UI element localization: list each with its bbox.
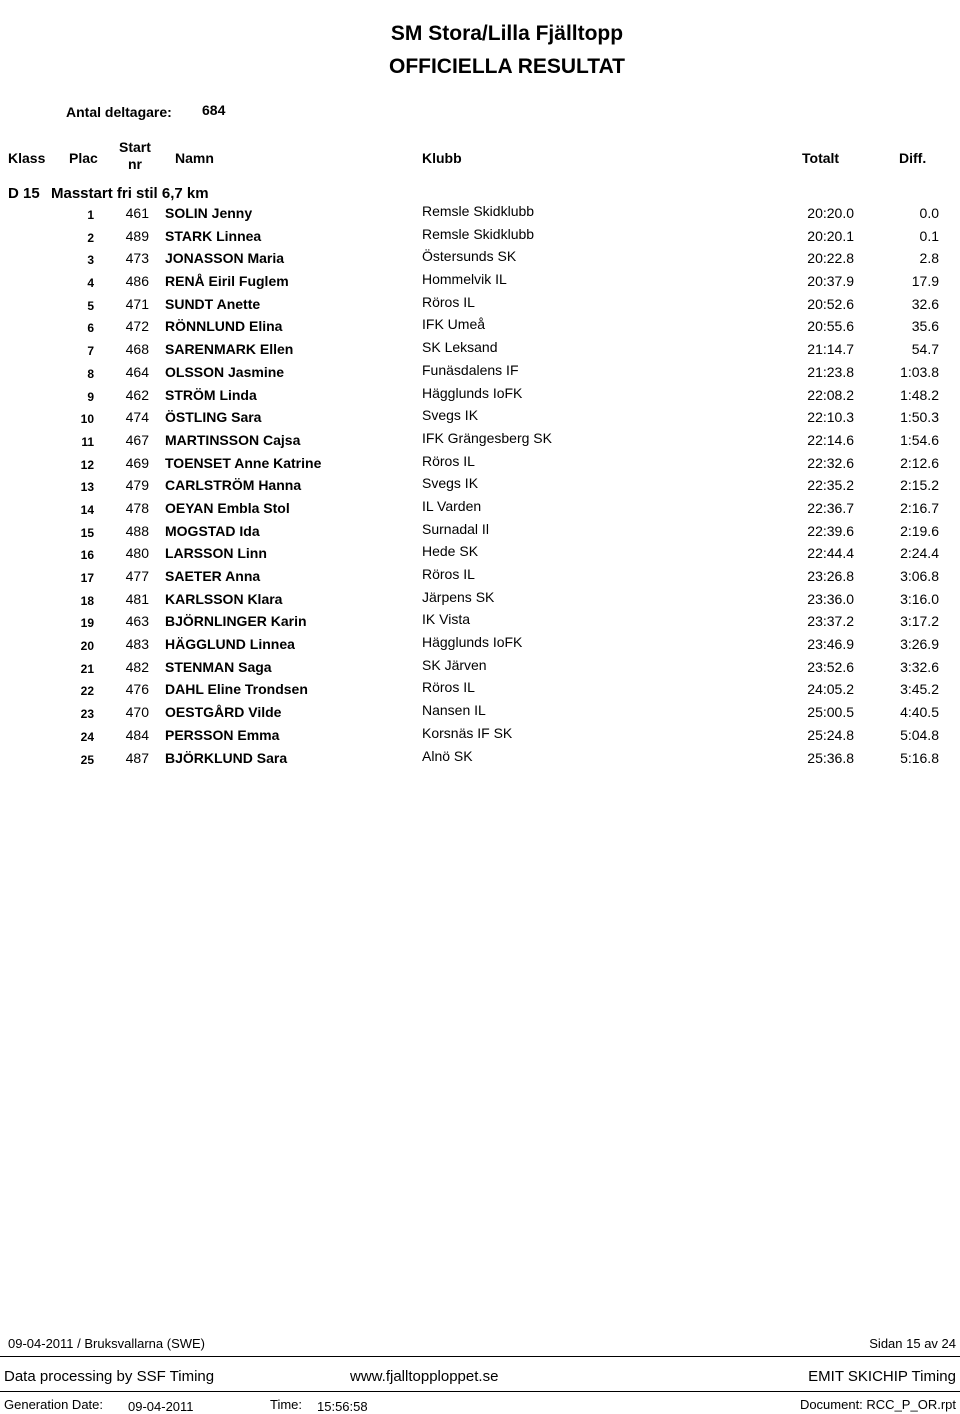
- result-total: 22:36.7: [807, 499, 854, 516]
- result-club: Svegs IK: [422, 475, 479, 492]
- result-plac: 14: [80, 502, 94, 517]
- results-table: [0, 205, 960, 772]
- result-name: MOGSTAD Ida: [165, 522, 260, 539]
- result-name: CARLSTRÖM Hanna: [165, 477, 302, 494]
- result-diff: 3:45.2: [900, 681, 939, 698]
- result-diff: 1:50.3: [900, 409, 939, 426]
- result-total: 25:00.5: [807, 704, 854, 721]
- result-name: MARTINSSON Cajsa: [165, 431, 301, 448]
- footer-page: Sidan 15 av 24: [869, 1336, 956, 1351]
- result-plac: 7: [87, 344, 94, 359]
- result-diff: 54.7: [911, 341, 939, 358]
- result-diff: 0.1: [919, 227, 939, 244]
- result-plac: 6: [87, 321, 94, 336]
- table-row: [0, 656, 960, 682]
- result-name: OLSSON Jasmine: [165, 363, 285, 380]
- result-start-nr: 482: [125, 658, 149, 675]
- result-total: 22:39.6: [807, 522, 854, 539]
- result-plac: 19: [80, 616, 94, 631]
- result-name: BJÖRNLINGER Karin: [165, 613, 307, 630]
- result-club: Remsle Skidklubb: [422, 203, 535, 219]
- result-diff: 3:17.2: [900, 613, 939, 630]
- result-club: SK Leksand: [422, 339, 498, 356]
- footer-generation-label: Generation Date:: [4, 1397, 104, 1412]
- footer-document: Document: RCC_P_OR.rpt: [799, 1397, 956, 1412]
- result-total: 21:23.8: [807, 363, 854, 380]
- result-name: JONASSON Maria: [165, 250, 285, 267]
- result-club: Hägglunds IoFK: [422, 384, 523, 401]
- result-plac: 3: [87, 253, 94, 268]
- col-klass: Klass: [8, 150, 46, 166]
- table-row: [0, 681, 960, 704]
- table-row: [0, 429, 960, 455]
- footer-website[interactable]: www.fjalltopploppet.se: [350, 1368, 499, 1385]
- col-diff: Diff.: [899, 150, 927, 166]
- result-start-nr: 467: [125, 431, 149, 448]
- footer-date-place: 09-04-2011 / Bruksvallarna (SWE): [8, 1336, 206, 1351]
- result-start-nr: 489: [125, 227, 149, 244]
- result-plac: 5: [87, 298, 94, 313]
- result-name: STARK Linnea: [165, 227, 262, 244]
- result-club: Surnadal Il: [422, 520, 489, 537]
- result-club: IFK Umeå: [422, 316, 486, 333]
- result-club: Hede SK: [422, 543, 479, 560]
- result-name: RENÅ Eiril Fuglem: [165, 273, 289, 290]
- result-total: 23:37.2: [807, 613, 854, 630]
- footer-time-label: Time:: [270, 1397, 303, 1412]
- result-club: Röros IL: [422, 452, 475, 469]
- result-name: RÖNNLUND Elina: [165, 318, 283, 335]
- result-total: 20:20.1: [807, 227, 854, 244]
- table-row: [0, 250, 960, 273]
- result-start-nr: 486: [125, 273, 149, 290]
- result-plac: 8: [87, 366, 94, 381]
- result-name: STENMAN Saga: [165, 658, 272, 675]
- result-total: 20:22.8: [807, 250, 854, 267]
- result-diff: 3:06.8: [900, 568, 939, 584]
- result-plac: 24: [80, 729, 94, 744]
- result-plac: 13: [80, 480, 94, 495]
- result-club: Röros IL: [422, 293, 475, 310]
- result-start-nr: 468: [125, 341, 149, 358]
- result-start-nr: 487: [125, 749, 149, 766]
- result-diff: 2:12.6: [900, 454, 939, 471]
- result-start-nr: 480: [125, 545, 149, 562]
- col-start: Start: [119, 139, 151, 155]
- result-start-nr: 474: [125, 409, 149, 426]
- participants-count: 684: [202, 102, 226, 118]
- result-diff: 3:32.6: [900, 658, 939, 675]
- result-club: Svegs IK: [422, 407, 479, 424]
- result-diff: 5:16.8: [900, 749, 939, 766]
- result-plac: 23: [80, 707, 94, 722]
- result-diff: 5:04.8: [900, 726, 939, 743]
- page-subtitle: OFFICIELLA RESULTAT: [388, 55, 626, 78]
- result-name: SAETER Anna: [165, 568, 261, 584]
- result-diff: 2:16.7: [900, 499, 939, 516]
- result-total: 20:55.6: [807, 318, 854, 335]
- section-title: Masstart fri stil 6,7 km: [51, 185, 209, 202]
- result-total: 22:35.2: [807, 477, 854, 494]
- result-start-nr: 488: [125, 522, 149, 539]
- result-club: SK Järven: [422, 656, 487, 673]
- result-club: Röros IL: [422, 566, 475, 582]
- result-total: 20:37.9: [807, 273, 854, 290]
- result-diff: 0.0: [919, 205, 939, 221]
- result-club: Röros IL: [422, 679, 475, 696]
- result-plac: 4: [87, 276, 94, 291]
- result-plac: 12: [80, 457, 94, 472]
- result-total: 25:24.8: [807, 726, 854, 743]
- result-club: Hägglunds IoFK: [422, 634, 523, 651]
- result-name: SARENMARK Ellen: [165, 341, 294, 358]
- result-total: 23:36.0: [807, 590, 854, 607]
- table-row: [0, 384, 960, 410]
- result-name: BJÖRKLUND Sara: [165, 749, 288, 766]
- footer-processing: Data processing by SSF Timing: [4, 1368, 215, 1385]
- result-plac: 17: [80, 571, 94, 585]
- result-name: DAHL Eline Trondsen: [165, 681, 308, 698]
- result-start-nr: 479: [125, 477, 149, 494]
- table-row: [0, 613, 960, 636]
- table-row: [0, 273, 960, 296]
- result-name: ÖSTLING Sara: [165, 409, 262, 426]
- table-row: [0, 568, 960, 591]
- result-plac: 1: [87, 208, 94, 222]
- result-start-nr: 470: [125, 704, 149, 721]
- result-name: PERSSON Emma: [165, 726, 280, 743]
- result-plac: 9: [87, 389, 94, 404]
- result-total: 21:14.7: [807, 341, 854, 358]
- col-namn: Namn: [175, 150, 214, 166]
- result-total: 20:52.6: [807, 295, 854, 312]
- result-plac: 18: [80, 593, 94, 608]
- table-row: [0, 293, 960, 319]
- result-diff: 1:03.8: [900, 363, 939, 380]
- result-club: Remsle Skidklubb: [422, 225, 535, 242]
- footer-divider-2: [0, 1391, 960, 1392]
- table-row: [0, 724, 960, 750]
- result-start-nr: 484: [125, 726, 149, 743]
- result-diff: 17.9: [911, 273, 939, 290]
- result-club: Järpens SK: [422, 588, 495, 605]
- result-diff: 4:40.5: [900, 704, 939, 721]
- result-total: 22:14.6: [807, 431, 854, 448]
- table-row: [0, 452, 960, 478]
- result-name: TOENSET Anne Katrine: [165, 454, 322, 471]
- table-row: [0, 636, 960, 659]
- result-diff: 3:16.0: [900, 590, 939, 607]
- page-title: SM Stora/Lilla Fjälltopp: [390, 22, 624, 45]
- result-plac: 2: [87, 230, 94, 245]
- result-name: SOLIN Jenny: [165, 205, 253, 221]
- result-start-nr: 461: [125, 205, 149, 221]
- result-diff: 1:54.6: [900, 431, 939, 448]
- result-name: OEYAN Embla Stol: [165, 499, 290, 516]
- result-total: 24:05.2: [807, 681, 854, 698]
- col-totalt: Totalt: [802, 150, 840, 166]
- footer-timing: EMIT SKICHIP Timing: [808, 1368, 956, 1385]
- table-row: [0, 588, 960, 614]
- result-name: STRÖM Linda: [165, 386, 257, 403]
- table-row: [0, 361, 960, 387]
- result-total: 25:36.8: [807, 749, 854, 766]
- result-total: 22:10.3: [807, 409, 854, 426]
- table-row: [0, 545, 960, 568]
- table-row: [0, 341, 960, 364]
- result-total: 22:08.2: [807, 386, 854, 403]
- result-start-nr: 471: [125, 295, 149, 312]
- table-row: [0, 225, 960, 251]
- result-club: Östersunds SK: [422, 248, 517, 265]
- result-start-nr: 469: [125, 454, 149, 471]
- result-plac: 21: [80, 661, 94, 676]
- result-plac: 22: [80, 684, 94, 699]
- col-plac: Plac: [69, 150, 98, 166]
- result-total: 23:26.8: [807, 568, 854, 584]
- result-diff: 2:19.6: [900, 522, 939, 539]
- result-start-nr: 478: [125, 499, 149, 516]
- table-row: [0, 318, 960, 341]
- result-club: Alnö SK: [422, 747, 473, 764]
- result-club: IK Vista: [422, 611, 470, 628]
- footer-time-value: 15:56:58: [317, 1399, 368, 1414]
- footer-generation-date: 09-04-2011: [128, 1399, 194, 1414]
- result-diff: 1:48.2: [900, 386, 939, 403]
- result-name: LARSSON Linn: [165, 545, 267, 562]
- result-name: KARLSSON Klara: [165, 590, 283, 607]
- participants-label: Antal deltagare:: [66, 104, 172, 120]
- section-class: D 15: [8, 185, 40, 202]
- result-club: Hommelvik IL: [422, 271, 507, 288]
- result-total: 23:52.6: [807, 658, 854, 675]
- table-row: [0, 520, 960, 546]
- result-club: Funäsdalens IF: [422, 361, 519, 378]
- table-row: [0, 205, 960, 228]
- result-start-nr: 476: [125, 681, 149, 698]
- result-name: HÄGGLUND Linnea: [165, 636, 295, 653]
- result-plac: 20: [80, 639, 94, 654]
- col-start-nr: nr: [128, 156, 142, 172]
- result-plac: 10: [80, 412, 94, 427]
- result-total: 22:44.4: [807, 545, 854, 562]
- result-diff: 35.6: [911, 318, 939, 335]
- result-start-nr: 472: [125, 318, 149, 335]
- result-club: Korsnäs IF SK: [422, 724, 513, 741]
- result-name: SUNDT Anette: [165, 295, 261, 312]
- table-row: [0, 747, 960, 773]
- result-diff: 32.6: [911, 295, 939, 312]
- table-row: [0, 704, 960, 727]
- result-start-nr: 477: [125, 568, 149, 584]
- result-diff: 2:15.2: [900, 477, 939, 494]
- table-row: [0, 477, 960, 500]
- result-plac: 16: [80, 548, 94, 563]
- footer-divider: [0, 1356, 960, 1357]
- result-club: Nansen IL: [422, 702, 486, 719]
- result-total: 22:32.6: [807, 454, 854, 471]
- result-start-nr: 462: [125, 386, 149, 403]
- result-start-nr: 481: [125, 590, 149, 607]
- result-diff: 3:26.9: [900, 636, 939, 653]
- result-total: 20:20.0: [807, 205, 854, 221]
- result-total: 23:46.9: [807, 636, 854, 653]
- table-row: [0, 409, 960, 432]
- col-klubb: Klubb: [422, 150, 462, 166]
- result-club: IL Varden: [422, 497, 482, 514]
- result-plac: 25: [80, 752, 94, 767]
- result-start-nr: 464: [125, 363, 149, 380]
- result-plac: 11: [81, 434, 94, 449]
- result-club: IFK Grängesberg SK: [422, 429, 552, 446]
- result-diff: 2.8: [919, 250, 939, 267]
- result-name: OESTGÅRD Vilde: [165, 704, 282, 721]
- result-start-nr: 473: [125, 250, 149, 267]
- result-plac: 15: [80, 525, 94, 540]
- table-row: [0, 497, 960, 523]
- result-start-nr: 483: [125, 636, 149, 653]
- result-diff: 2:24.4: [900, 545, 939, 562]
- result-start-nr: 463: [125, 613, 149, 630]
